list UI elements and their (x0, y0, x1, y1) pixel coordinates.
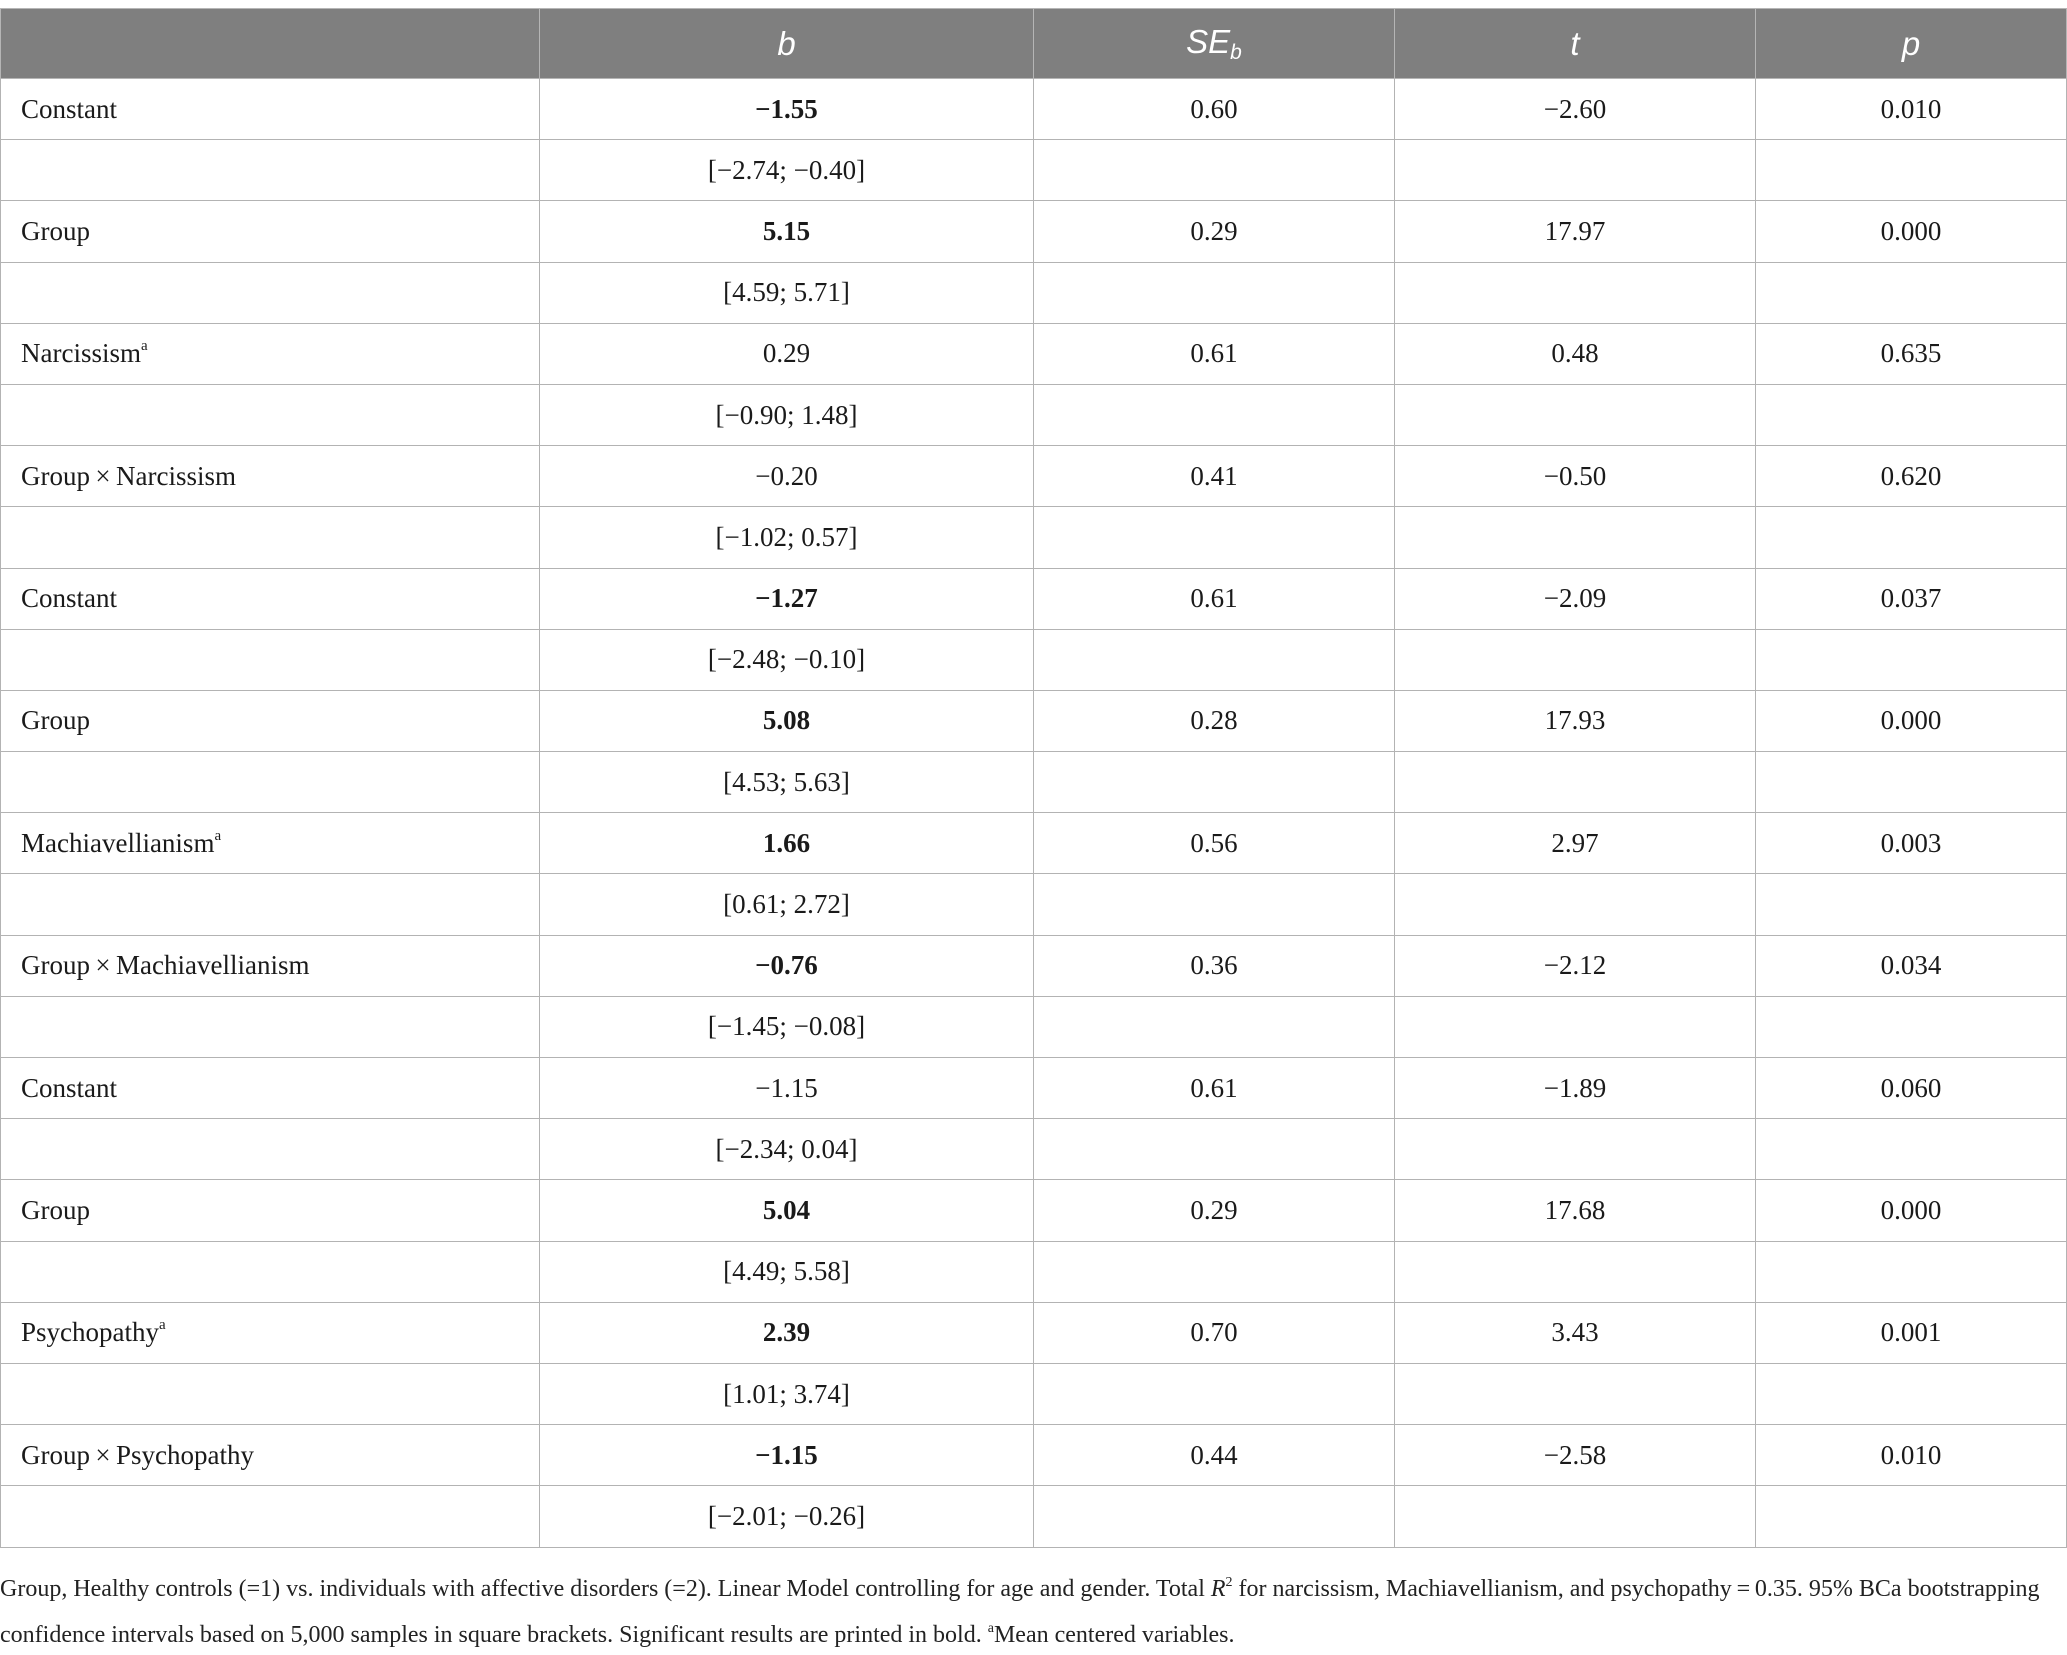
header-t (1395, 9, 1756, 79)
row-label: Group (21, 1194, 90, 1225)
p-value-cell: 0.060 (1756, 1058, 2067, 1119)
table-row (1, 446, 2067, 507)
empty-cell (1034, 1119, 1395, 1180)
footnote-r-symbol: R (1210, 1576, 1226, 1602)
standard-error-cell: 0.28 (1034, 690, 1395, 751)
empty-cell (1, 874, 540, 935)
p-value-cell: 0.001 (1756, 1302, 2067, 1363)
confidence-interval-cell: [−2.01; −0.26] (540, 1486, 1034, 1547)
table-row (1, 1425, 2067, 1486)
row-label-cell (1, 813, 540, 874)
empty-cell (1, 629, 540, 690)
confidence-interval-cell: [−2.74; −0.40] (540, 140, 1034, 201)
empty-cell (1395, 1119, 1756, 1180)
coefficient-b-cell: −1.15 (540, 1425, 1034, 1486)
p-value-cell: 0.635 (1756, 323, 2067, 384)
table-body (1, 79, 2067, 1548)
standard-error-cell: 0.61 (1034, 1058, 1395, 1119)
empty-cell (1756, 262, 2067, 323)
empty-cell (1395, 629, 1756, 690)
t-value-cell: 0.48 (1395, 323, 1756, 384)
empty-cell (1756, 140, 2067, 201)
empty-cell (1034, 1363, 1395, 1424)
header-p (1756, 9, 2067, 79)
standard-error-cell: 0.36 (1034, 935, 1395, 996)
row-label-cell (1, 1425, 540, 1486)
table-row (1, 690, 2067, 751)
confidence-interval-cell: [1.01; 3.74] (540, 1363, 1034, 1424)
empty-cell (1, 1363, 540, 1424)
table-row (1, 79, 2067, 140)
empty-cell (1395, 996, 1756, 1057)
header-se (1034, 9, 1395, 79)
table-row (1, 935, 2067, 996)
table-footnote (0, 1563, 2060, 1655)
row-label-cell (1, 1302, 540, 1363)
empty-cell (1034, 1241, 1395, 1302)
empty-cell (1034, 140, 1395, 201)
row-label-cell (1, 568, 540, 629)
header-t-text: t (1570, 24, 1580, 62)
row-label: Psychopathy (21, 1317, 159, 1348)
empty-cell (1395, 140, 1756, 201)
confidence-interval-cell: [−1.02; 0.57] (540, 507, 1034, 568)
row-label: Group (21, 215, 90, 246)
standard-error-cell: 0.44 (1034, 1425, 1395, 1486)
t-value-cell: −0.50 (1395, 446, 1756, 507)
p-value-cell: 0.000 (1756, 201, 2067, 262)
coefficient-b-cell: −1.27 (540, 568, 1034, 629)
empty-cell (1034, 752, 1395, 813)
t-value-cell: 17.68 (1395, 1180, 1756, 1241)
row-label: Group × Psychopathy (21, 1439, 255, 1470)
empty-cell (1, 262, 540, 323)
row-label-cell (1, 935, 540, 996)
regression-table (0, 8, 2067, 1548)
empty-cell (1395, 262, 1756, 323)
header-b (540, 9, 1034, 79)
empty-cell (1034, 996, 1395, 1057)
empty-cell (1756, 996, 2067, 1057)
empty-cell (1395, 1486, 1756, 1547)
table-row (1, 813, 2067, 874)
coefficient-b-cell: 2.39 (540, 1302, 1034, 1363)
table-row-ci (1, 629, 2067, 690)
standard-error-cell: 0.60 (1034, 79, 1395, 140)
row-label-superscript: a (214, 827, 222, 844)
header-se-subscript: b (1230, 40, 1242, 64)
row-label-cell (1, 446, 540, 507)
t-value-cell: 2.97 (1395, 813, 1756, 874)
header-se-text: SE (1186, 22, 1231, 60)
empty-cell (1395, 384, 1756, 445)
header-row (1, 9, 2067, 79)
t-value-cell: −1.89 (1395, 1058, 1756, 1119)
empty-cell (1034, 384, 1395, 445)
table-row-ci (1, 996, 2067, 1057)
p-value-cell: 0.037 (1756, 568, 2067, 629)
empty-cell (1395, 1241, 1756, 1302)
row-label: Machiavellianism (21, 827, 215, 858)
empty-cell (1395, 507, 1756, 568)
confidence-interval-cell: [−1.45; −0.08] (540, 996, 1034, 1057)
confidence-interval-cell: [0.61; 2.72] (540, 874, 1034, 935)
empty-cell (1756, 507, 2067, 568)
header-p-text: p (1901, 24, 1921, 62)
empty-cell (1395, 874, 1756, 935)
t-value-cell: −2.12 (1395, 935, 1756, 996)
table-header (1, 9, 2067, 79)
p-value-cell: 0.034 (1756, 935, 2067, 996)
empty-cell (1756, 629, 2067, 690)
row-label: Group × Narcissism (21, 460, 237, 491)
standard-error-cell: 0.56 (1034, 813, 1395, 874)
table-row-ci (1, 507, 2067, 568)
table-row-ci (1, 874, 2067, 935)
table-row-ci (1, 384, 2067, 445)
coefficient-b-cell: −0.76 (540, 935, 1034, 996)
row-label-superscript: a (140, 338, 148, 355)
confidence-interval-cell: [−0.90; 1.48] (540, 384, 1034, 445)
empty-cell (1, 384, 540, 445)
table-row (1, 1302, 2067, 1363)
empty-cell (1756, 1486, 2067, 1547)
table-row-ci (1, 1241, 2067, 1302)
row-label-cell (1, 690, 540, 751)
empty-cell (1034, 262, 1395, 323)
table-row (1, 1058, 2067, 1119)
p-value-cell: 0.000 (1756, 690, 2067, 751)
table-row-ci (1, 1486, 2067, 1547)
empty-cell (1034, 507, 1395, 568)
empty-cell (1756, 1119, 2067, 1180)
t-value-cell: 3.43 (1395, 1302, 1756, 1363)
row-label: Constant (21, 93, 118, 124)
row-label: Constant (21, 1072, 118, 1103)
standard-error-cell: 0.61 (1034, 568, 1395, 629)
empty-cell (1, 1486, 540, 1547)
row-label-cell (1, 1058, 540, 1119)
t-value-cell: 17.97 (1395, 201, 1756, 262)
empty-cell (1, 1241, 540, 1302)
p-value-cell: 0.620 (1756, 446, 2067, 507)
row-label: Group (21, 705, 90, 736)
header-b-text: b (777, 24, 796, 62)
row-label-superscript: a (159, 1317, 166, 1334)
coefficient-b-cell: −1.55 (540, 79, 1034, 140)
confidence-interval-cell: [4.53; 5.63] (540, 752, 1034, 813)
footnote-text-1: Group, Healthy controls (=1) vs. individuals with affective disorders (=2). Linear Model controlling for age and gender. Total (0, 1576, 1211, 1602)
empty-cell (1034, 629, 1395, 690)
p-value-cell: 0.000 (1756, 1180, 2067, 1241)
row-label-cell (1, 201, 540, 262)
confidence-interval-cell: [4.59; 5.71] (540, 262, 1034, 323)
empty-cell (1, 996, 540, 1057)
table-row-ci (1, 1363, 2067, 1424)
empty-cell (1, 1119, 540, 1180)
empty-cell (1756, 1241, 2067, 1302)
coefficient-b-cell: 5.04 (540, 1180, 1034, 1241)
row-label-cell (1, 323, 540, 384)
table-row (1, 1180, 2067, 1241)
empty-cell (1034, 1486, 1395, 1547)
table-row-ci (1, 1119, 2067, 1180)
confidence-interval-cell: [−2.34; 0.04] (540, 1119, 1034, 1180)
footnote-text-2: for narcissism, Machiavellianism, and psychopathy = 0.35. 95% BCa bootstrapping confidence intervals based on 5,000 samples in square brackets. Significant results are printed in bold. (0, 1576, 2040, 1648)
empty-cell (1, 140, 540, 201)
table-row-ci (1, 140, 2067, 201)
empty-cell (1756, 1363, 2067, 1424)
empty-cell (1, 507, 540, 568)
t-value-cell: −2.60 (1395, 79, 1756, 140)
t-value-cell: 17.93 (1395, 690, 1756, 751)
empty-cell (1756, 874, 2067, 935)
coefficient-b-cell: 1.66 (540, 813, 1034, 874)
coefficient-b-cell: −0.20 (540, 446, 1034, 507)
row-label: Narcissism (21, 338, 141, 369)
t-value-cell: −2.58 (1395, 1425, 1756, 1486)
coefficient-b-cell: 5.15 (540, 201, 1034, 262)
row-label: Group × Machiavellianism (21, 950, 310, 981)
confidence-interval-cell: [−2.48; −0.10] (540, 629, 1034, 690)
empty-cell (1, 752, 540, 813)
p-value-cell: 0.010 (1756, 79, 2067, 140)
table-row-ci (1, 262, 2067, 323)
coefficient-b-cell: 5.08 (540, 690, 1034, 751)
header-label (1, 9, 540, 79)
standard-error-cell: 0.29 (1034, 201, 1395, 262)
t-value-cell: −2.09 (1395, 568, 1756, 629)
standard-error-cell: 0.29 (1034, 1180, 1395, 1241)
table-row (1, 323, 2067, 384)
footnote-r-superscript: 2 (1225, 1575, 1233, 1590)
empty-cell (1395, 752, 1756, 813)
empty-cell (1034, 874, 1395, 935)
regression-table-container (0, 8, 2067, 1548)
row-label: Constant (21, 583, 118, 614)
table-row (1, 568, 2067, 629)
footnote-text-3: Mean centered variables. (993, 1622, 1235, 1648)
row-label-cell (1, 1180, 540, 1241)
table-row-ci (1, 752, 2067, 813)
p-value-cell: 0.003 (1756, 813, 2067, 874)
p-value-cell: 0.010 (1756, 1425, 2067, 1486)
empty-cell (1756, 384, 2067, 445)
coefficient-b-cell: 0.29 (540, 323, 1034, 384)
coefficient-b-cell: −1.15 (540, 1058, 1034, 1119)
row-label-cell (1, 79, 540, 140)
table-row (1, 201, 2067, 262)
standard-error-cell: 0.70 (1034, 1302, 1395, 1363)
footnote-a-superscript: a (987, 1621, 994, 1636)
empty-cell (1395, 1363, 1756, 1424)
confidence-interval-cell: [4.49; 5.58] (540, 1241, 1034, 1302)
standard-error-cell: 0.41 (1034, 446, 1395, 507)
standard-error-cell: 0.61 (1034, 323, 1395, 384)
empty-cell (1756, 752, 2067, 813)
